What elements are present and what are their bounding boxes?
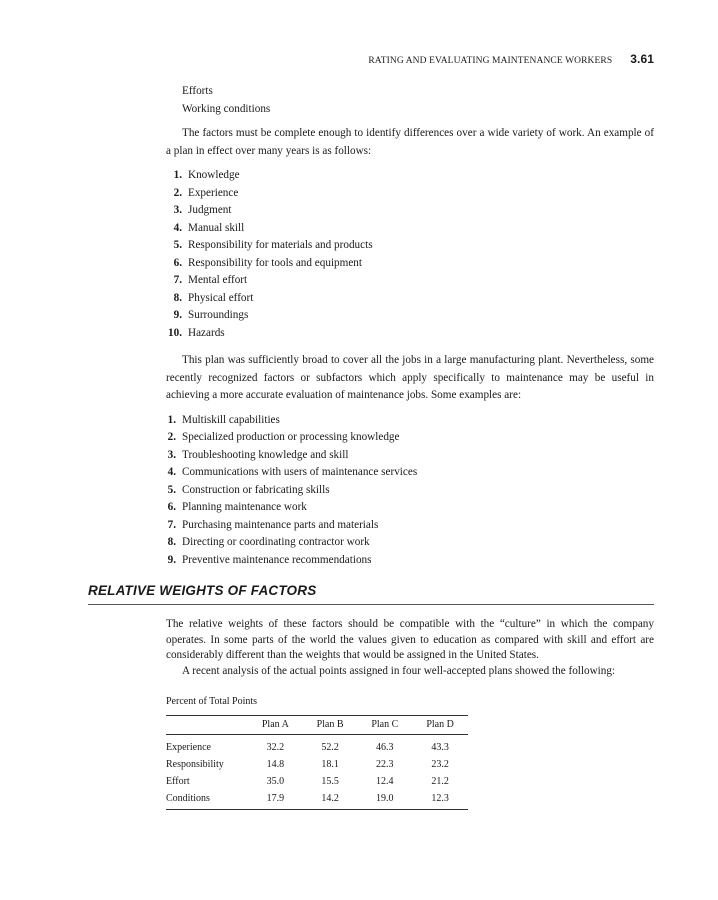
points-table xyxy=(166,715,468,810)
list-item xyxy=(166,325,654,343)
list-item xyxy=(166,499,654,517)
table-cell: 19.0 xyxy=(357,790,412,810)
list-number: 2. xyxy=(173,186,182,199)
list-item xyxy=(166,237,654,255)
list-number: 7. xyxy=(173,274,182,286)
table-header-row xyxy=(166,716,468,735)
intro-line: Working conditions xyxy=(182,102,271,115)
list-text: Troubleshooting knowledge and skill xyxy=(182,448,349,461)
factor-list xyxy=(166,167,654,342)
column-header xyxy=(166,716,248,735)
table-cell: 23.2 xyxy=(431,758,449,770)
points-table-block xyxy=(166,696,468,810)
table-cell: 21.2 xyxy=(431,775,449,787)
table-cell: 43.3 xyxy=(431,741,449,753)
paragraph: This plan was sufficiently broad to cover all the jobs in a large manufacturing plant. Nevertheless, some recently recognized factors or subfactors which apply specifically to maintenance may be useful in achieving a more accurate evaluation of maintenance jobs. Some examples are: xyxy=(166,354,654,401)
section-heading-text: RELATIVE WEIGHTS OF FACTORS xyxy=(88,583,317,598)
list-number: 5. xyxy=(173,239,182,251)
table-cell: 35.0 xyxy=(266,775,285,787)
list-number: 9. xyxy=(167,553,176,566)
list-item xyxy=(166,290,654,308)
list-number: 2. xyxy=(167,431,176,443)
list-text: Construction or fabricating skills xyxy=(182,483,330,496)
table-row xyxy=(166,773,468,790)
list-number: 6. xyxy=(167,501,176,513)
paragraph: The factors must be complete enough to identify differences over a wide variety of work. An example of a plan in effect over many years is as follows: xyxy=(166,127,654,157)
row-label: Conditions xyxy=(166,790,248,810)
running-head-title: RATING AND EVALUATING MAINTENANCE WORKERS xyxy=(368,56,613,66)
table-cell: 14.2 xyxy=(303,790,358,810)
list-number: 1. xyxy=(167,413,176,426)
table-row xyxy=(166,790,468,810)
list-item xyxy=(166,482,654,500)
running-head xyxy=(368,52,654,66)
list-text: Purchasing maintenance parts and materials xyxy=(182,518,379,531)
list-text: Knowledge xyxy=(188,169,240,181)
row-label: Effort xyxy=(166,775,190,787)
list-number: 6. xyxy=(173,256,182,269)
list-item xyxy=(166,552,654,570)
list-item xyxy=(166,185,654,203)
paragraph: The relative weights of these factors should be compatible with the “culture” in which the company operates. In some parts of the world the values given to education as compared with skill and effort are considerably different than the weights that would be assigned in the United States. xyxy=(166,618,654,661)
row-label: Responsibility xyxy=(166,758,224,770)
table-cell: 12.3 xyxy=(412,790,468,810)
list-text: Mental effort xyxy=(188,274,248,286)
table-cell: 12.4 xyxy=(376,775,394,787)
list-text: Surroundings xyxy=(188,309,249,321)
list-text: Preventive maintenance recommendations xyxy=(182,553,372,566)
list-item xyxy=(166,464,654,482)
section-heading xyxy=(88,582,654,605)
column-header: Plan C xyxy=(357,716,412,735)
list-number: 9. xyxy=(173,309,182,321)
list-text: Multiskill capabilities xyxy=(182,413,280,426)
table-cell: 22.3 xyxy=(376,758,394,770)
intro-line: Efforts xyxy=(182,85,213,97)
column-header: Plan A xyxy=(248,716,303,735)
column-header: Plan D xyxy=(412,716,468,735)
body-text-top xyxy=(166,83,654,569)
list-item xyxy=(166,447,654,465)
list-item xyxy=(166,429,654,447)
list-number: 8. xyxy=(167,536,176,548)
page-number: 3.61 xyxy=(630,52,654,66)
list-text: Specialized production or processing knowledge xyxy=(182,431,400,443)
list-text: Physical effort xyxy=(188,291,254,304)
list-number: 4. xyxy=(167,466,176,478)
table-cell: 15.5 xyxy=(321,775,339,787)
list-item xyxy=(166,167,654,185)
table-caption: Percent of Total Points xyxy=(166,696,258,707)
list-text: Planning maintenance work xyxy=(182,501,307,513)
table-cell: 14.8 xyxy=(266,758,285,770)
list-text: Directing or coordinating contractor work xyxy=(182,536,370,548)
table-cell: 18.1 xyxy=(321,758,339,770)
paragraph: A recent analysis of the actual points assigned in four well-accepted plans showed the following: xyxy=(182,664,616,677)
list-item xyxy=(166,202,654,220)
table-row xyxy=(166,756,468,773)
list-item xyxy=(166,412,654,430)
list-text: Hazards xyxy=(188,326,225,339)
list-number: 8. xyxy=(173,291,182,304)
list-item xyxy=(166,517,654,535)
list-number: 1. xyxy=(173,169,182,181)
list-text: Experience xyxy=(188,186,239,199)
list-text: Manual skill xyxy=(188,221,245,234)
list-number: 5. xyxy=(167,483,176,496)
list-text: Judgment xyxy=(188,204,232,216)
list-item xyxy=(166,220,654,238)
list-item xyxy=(166,534,654,552)
list-item xyxy=(166,272,654,290)
table-cell: 46.3 xyxy=(376,741,394,753)
list-text: Responsibility for materials and products xyxy=(188,239,373,251)
list-text: Responsibility for tools and equipment xyxy=(188,256,363,269)
list-text: Communications with users of maintenance services xyxy=(182,466,418,478)
table-cell: 32.2 xyxy=(266,741,285,753)
list-number: 3. xyxy=(173,204,182,216)
table-cell: 17.9 xyxy=(248,790,303,810)
table-row xyxy=(166,735,468,757)
list-number: 7. xyxy=(167,518,176,531)
maintenance-factor-list xyxy=(166,412,654,570)
list-item xyxy=(166,255,654,273)
row-label: Experience xyxy=(166,741,211,753)
list-number: 4. xyxy=(173,221,182,234)
list-number: 3. xyxy=(167,448,176,461)
body-text-bottom xyxy=(166,617,654,679)
list-item xyxy=(166,307,654,325)
column-header: Plan B xyxy=(303,716,358,735)
table-cell: 52.2 xyxy=(321,741,339,753)
list-number: 10. xyxy=(168,326,182,339)
